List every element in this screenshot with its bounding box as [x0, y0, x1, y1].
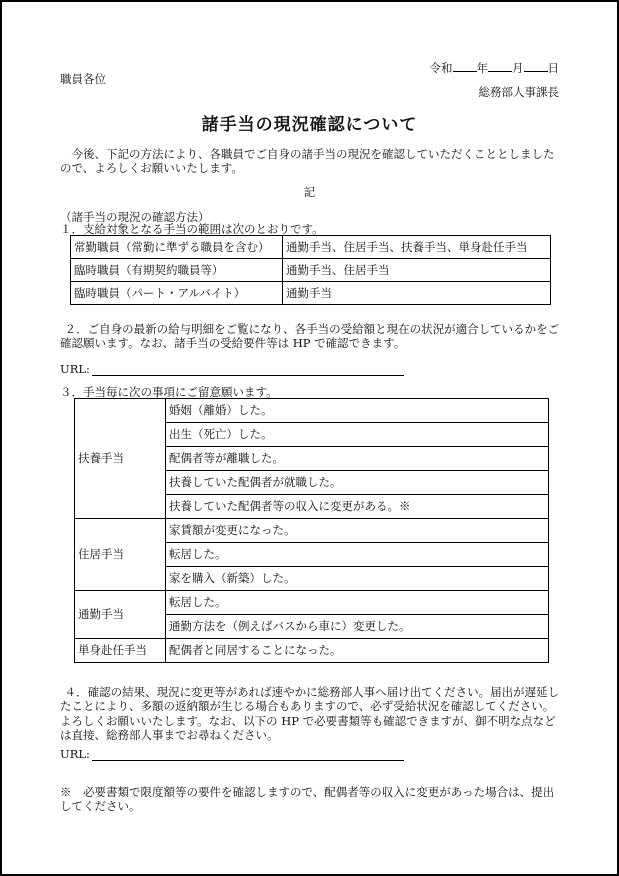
url-blank-line — [92, 363, 404, 376]
allowance-notes-table — [74, 398, 549, 663]
note-cell: 転居した。 — [166, 591, 549, 615]
category-cell: 扶養手当 — [75, 399, 166, 519]
table-row — [75, 519, 549, 543]
note-cell: 婚姻（離婚）した。 — [166, 399, 549, 423]
category-cell: 単身赴任手当 — [75, 639, 166, 663]
date-year-label: 年 — [476, 61, 488, 75]
employee-type-cell: 常勤職員（常勤に準ずる職員を含む） — [71, 236, 283, 259]
url-blank-line — [92, 748, 404, 761]
category-cell: 通勤手当 — [75, 591, 166, 639]
item-3: ３．手当毎に次の事項にご留意願います。 — [60, 385, 278, 399]
date-era: 令和 — [429, 61, 453, 75]
item-4: ４．確認の結果、現況に変更等があれば速やかに総務部人事へ届け出てください。届出が遅延したことにより、多額の返納額が生じる場合もありますので、必ず受給状況を確認してください。よろしくお願いいたします。なお、以下の HP で必要書類等も確認できますが、御不明な点などは直接、総務部人事までお尋ねください。 — [60, 685, 560, 743]
date-line — [430, 59, 560, 75]
year-blank — [453, 59, 477, 72]
footnote: ※ 必要書類で限度額等の要件を確認しますので、配偶者等の収入に変更があった場合は、提出してください。 — [60, 785, 555, 814]
table-row — [75, 399, 549, 423]
table-row — [71, 282, 551, 305]
note-cell: 転居した。 — [166, 543, 549, 567]
table-row — [71, 259, 551, 282]
intro-paragraph: 今後、下記の方法により、各職員でご自身の諸手当の現況を確認していただくこととしましたので、よろしくお願いいたします。 — [60, 147, 555, 176]
table-row — [71, 236, 551, 259]
employee-type-cell: 臨時職員（パート・アルバイト） — [71, 282, 283, 305]
allowance-cell: 通勤手当 — [283, 282, 551, 305]
note-cell: 扶養していた配偶者が就職した。 — [166, 471, 549, 495]
url-field — [60, 747, 404, 761]
url-label: URL: — [60, 747, 90, 761]
allowance-cell: 通勤手当、住居手当 — [283, 259, 551, 282]
item-2: ２．ご自身の最新の給与明細をご覧になり、各手当の受給額と現在の状況が適合しているかをご確認願います。なお、諸手当の受給要件等は HP で確認できます。 — [60, 322, 560, 351]
ki-heading: 記 — [303, 185, 316, 199]
section-heading: （諸手当の現況の確認方法） — [60, 210, 210, 224]
note-cell: 出生（死亡）した。 — [166, 423, 549, 447]
table-row — [75, 639, 549, 663]
employee-type-cell: 臨時職員（有期契約職員等） — [71, 259, 283, 282]
employee-type-table — [70, 235, 551, 305]
note-cell: 通勤方法を（例えばバスから車に）変更した。 — [166, 615, 549, 639]
note-cell: 家を購入（新築）した。 — [166, 567, 549, 591]
allowance-cell: 通勤手当、住居手当、扶養手当、単身赴任手当 — [283, 236, 551, 259]
day-blank — [524, 59, 548, 72]
category-cell: 住居手当 — [75, 519, 166, 591]
note-cell: 家賃額が変更になった。 — [166, 519, 549, 543]
recipient: 職員各位 — [60, 72, 106, 86]
url-label: URL: — [60, 362, 90, 376]
date-month-label: 月 — [512, 61, 524, 75]
month-blank — [488, 59, 512, 72]
note-cell: 配偶者と同居することになった。 — [166, 639, 549, 663]
url-field — [60, 362, 404, 376]
date-day-label: 日 — [547, 61, 559, 75]
item-1: １．支給対象となる手当の範囲は次のとおりです。 — [60, 222, 324, 236]
sender: 総務部人事課長 — [478, 85, 559, 99]
table-row — [75, 591, 549, 615]
note-cell: 扶養していた配偶者等の収入に変更がある。※ — [166, 495, 549, 519]
page-title: 諸手当の現況確認について — [201, 115, 418, 135]
note-cell: 配偶者等が離職した。 — [166, 447, 549, 471]
